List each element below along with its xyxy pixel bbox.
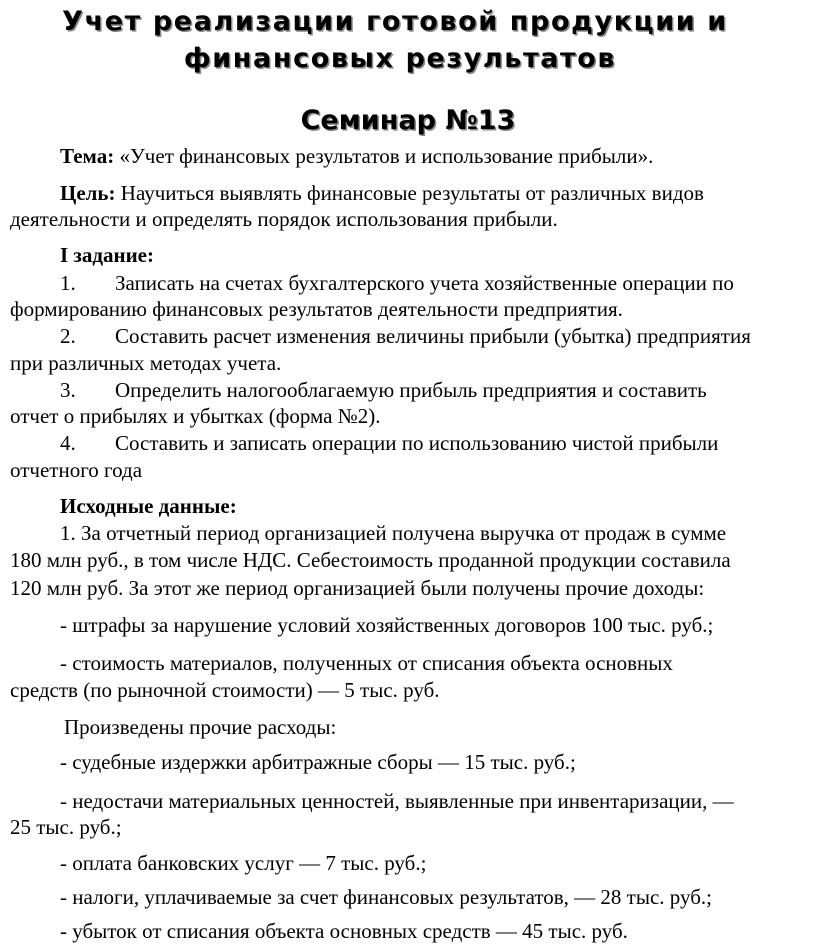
task1-heading: I задание: (60, 243, 154, 267)
goal-line-2: деятельности и определять порядок использования прибыли. (10, 207, 558, 231)
income-materials-line1: - стоимость материалов, полученных от списания объекта основных (60, 651, 673, 675)
source-para1-line3: 120 млн руб. За этот же период организацией были получены прочие доходы: (10, 576, 705, 600)
expense-taxes: - налоги, уплачиваемые за счет финансовых результатов, — 28 тыс. руб.; (60, 885, 712, 909)
seminar-heading: Семинар №13 (300, 105, 516, 136)
task1-item-4-cont: отчетного года (10, 458, 143, 482)
task1-item-3-text: Определить налогооблагаемую прибыль предприятия и составить (115, 378, 707, 402)
document-title-line-1: Учет реализации готовой продукции и (62, 6, 728, 37)
task1-item-3-number: 3. (60, 378, 76, 402)
task1-item-3 (60, 376, 707, 404)
source-data-heading: Исходные данные: (60, 494, 237, 518)
expense-loss: - убыток от списания объекта основных средств — 45 тыс. руб. (60, 919, 628, 943)
goal-line-1 (60, 179, 704, 207)
task1-item-1-text: Записать на счетах бухгалтерского учета хозяйственные операции по (115, 271, 734, 295)
document-title-line-2: финансовых результатов (183, 43, 617, 74)
task1-item-4 (60, 429, 718, 457)
topic-text: «Учет финансовых результатов и использование прибыли». (114, 144, 654, 168)
expenses-heading: Произведены прочие расходы: (64, 715, 337, 739)
task1-item-4-text: Составить и записать операции по использованию чистой прибыли (115, 431, 719, 455)
task1-item-2-cont: при различных методах учета. (10, 351, 282, 375)
goal-text-1: Научиться выявлять финансовые результаты от различных видов (115, 181, 704, 205)
task1-item-3-cont: отчет о прибылях и убытках (форма №2). (10, 404, 381, 428)
income-materials-line2: средств (по рыночной стоимости) — 5 тыс. руб. (10, 678, 440, 702)
source-para1-line2: 180 млн руб., в том числе НДС. Себестоимость проданной продукции составила (10, 548, 731, 572)
task1-item-4-number: 4. (60, 431, 76, 455)
task1-item-2-number: 2. (60, 324, 76, 348)
task1-item-1-number: 1. (60, 271, 76, 295)
source-para1-line1: 1. За отчетный период организацией получена выручка от продаж в сумме (60, 521, 727, 545)
task1-item-2-text: Составить расчет изменения величины прибыли (убытка) предприятия (115, 324, 751, 348)
goal-label: Цель: (60, 181, 116, 205)
task1-item-1-cont: формированию финансовых результатов деятельности предприятия. (10, 297, 623, 321)
income-fines: - штрафы за нарушение условий хозяйственных договоров 100 тыс. руб.; (60, 613, 714, 637)
topic-line (60, 142, 653, 170)
task1-item-1 (60, 269, 734, 297)
task1-item-2 (60, 322, 751, 350)
topic-label: Тема: (60, 144, 115, 168)
expense-bank: - оплата банковских услуг — 7 тыс. руб.; (60, 851, 427, 875)
expense-court: - судебные издержки арбитражные сборы — 15 тыс. руб.; (60, 750, 576, 774)
expense-shortage-line1: - недостачи материальных ценностей, выявленные при инвентаризации, — (60, 789, 734, 813)
expense-shortage-line2: 25 тыс. руб.; (10, 815, 122, 839)
